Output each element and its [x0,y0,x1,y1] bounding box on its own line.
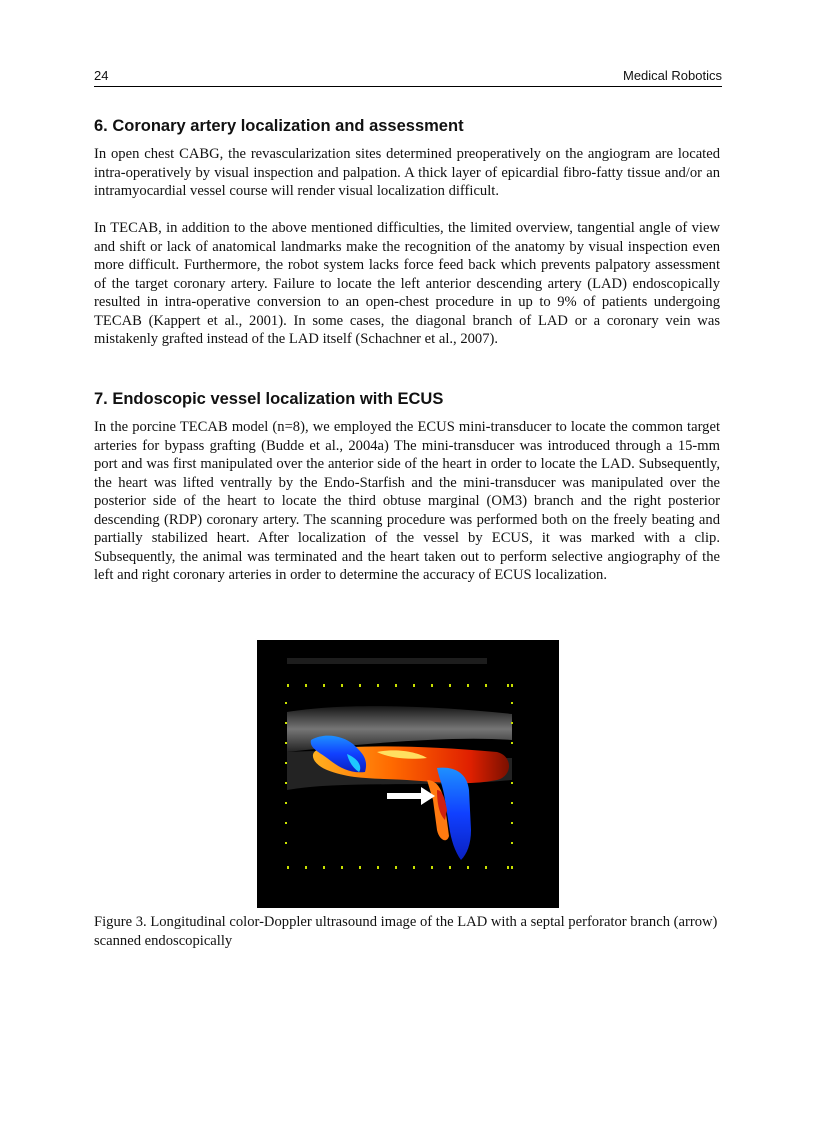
section-6-paragraph-1: In open chest CABG, the revascularization sites determined preoperatively on the angiogram are located intra-operatively by visual inspection and palpation. A thick layer of epicardial fibro-fatty tissue and/or an intramyocardial vessel course will render visual localization difficult. [94,146,720,199]
doppler-ultrasound-figure [257,640,559,908]
figure-caption: Figure 3. Longitudinal color-Doppler ultrasound image of the LAD with a septal perforator branch (arrow) scanned endoscopically [94,914,718,949]
doppler-ultrasound-image [257,640,559,908]
book-title: Medical Robotics [623,68,722,83]
near-field-speckle [287,658,487,664]
section-6-paragraph-2: In TECAB, in addition to the above mentioned difficulties, the limited overview, tangential angle of view and shift or lack of anatomical landmarks make the recognition of the anatomy by visual inspection even more difficult. Furthermore, the robot system lacks force feed back which prevents palpatory assessment of the target coronary artery. Failure to locate the left anterior descending artery (LAD) endoscopically resulted in intra-operative conversion to an open-chest procedure in up to 9% of patients undergoing TECAB (Kappert et al., 2001). In some cases, the diagonal branch of LAD or a coronary vein was mistakenly grafted instead of the LAD itself (Schachner et al., 2007). [94,220,720,347]
running-header [94,68,722,87]
section-7-paragraph-1: In the porcine TECAB model (n=8), we employed the ECUS mini-transducer to locate the common target arteries for bypass grafting (Budde et al., 2004a) The mini-transducer was introduced through a 15-mm port and was first manipulated over the anterior side of the heart in order to locate the LAD. Subsequently, the heart was lifted ventrally by the Endo-Starfish and the mini-transducer was manipulated over the posterior side of the heart to locate the third obtuse marginal (OM3) branch and the right posterior descending (RDP) coronary artery. The scanning procedure was performed both on the freely beating and partially stabilized heart. After localization of the vessel by ECUS, it was marked with a clip. Subsequently, the animal was terminated and the heart taken out to perform selective angiography of the left and right coronary arteries in order to determine the accuracy of ECUS localization. [94,419,720,583]
section-6-heading: 6. Coronary artery localization and assessment [94,117,464,135]
page-number: 24 [94,68,109,83]
section-7-heading: 7. Endoscopic vessel localization with ECUS [94,390,444,408]
